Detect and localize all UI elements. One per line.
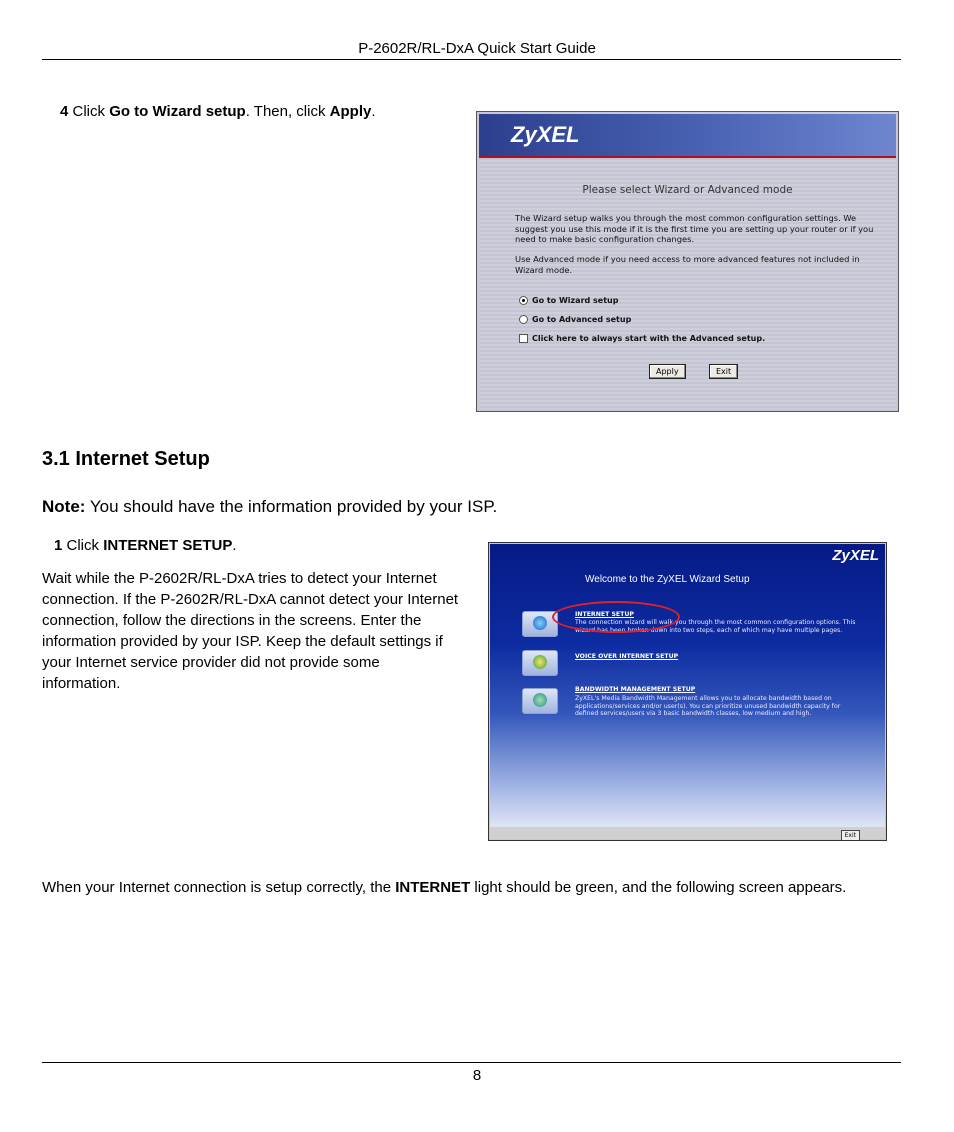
wizard-exit-button[interactable]: Exit: [841, 830, 860, 841]
apply-button[interactable]: Apply: [649, 364, 686, 379]
step-1-target: INTERNET SETUP: [103, 537, 233, 554]
step-1-number: 1: [54, 537, 63, 554]
wizard-option[interactable]: [519, 296, 618, 305]
footer-rule: [42, 1062, 901, 1063]
bandwidth-setup-description: ZyXEL's Media Bandwidth Management allows you to allocate bandwidth based on applications/services and/or user(s). You can prioritize unused bandwidth capacity for defined services/users via 3 basic bandwidth classes, low medium and high.: [575, 695, 841, 717]
step-4-number: 4: [60, 103, 69, 120]
exit-button[interactable]: Exit: [709, 364, 738, 379]
advanced-radio[interactable]: [519, 315, 528, 324]
voip-phone-icon[interactable]: [522, 650, 558, 676]
zyxel-logo-small: ZyXEL: [832, 547, 879, 564]
step-4-apply: Apply: [329, 103, 372, 120]
wizard-setup-screenshot: [488, 542, 887, 841]
bandwidth-setup-link[interactable]: BANDWIDTH MANAGEMENT SETUP: [575, 686, 696, 693]
step-4-click: Click: [72, 103, 106, 120]
detection-paragraph: Wait while the P-2602R/RL-DxA tries to detect your Internet connection. If the P-2602R/RL-DxA cannot detect your Internet connection, follow the directions in the screens. Enter the information provided by your ISP. Keep the default settings if your Internet service provider did not provide some information.: [42, 570, 459, 692]
note: [42, 497, 497, 517]
mode-selection-heading: Please select Wizard or Advanced mode: [582, 184, 793, 196]
internet-setup-link[interactable]: INTERNET SETUP: [575, 611, 634, 618]
page-header-title: P-2602R/RL-DxA Quick Start Guide: [358, 40, 596, 57]
advanced-option-label: Go to Advanced setup: [532, 315, 632, 324]
wizard-bottom-bar: [490, 827, 885, 839]
note-label: Note:: [42, 497, 86, 516]
wizard-option-label: Go to Wizard setup: [532, 296, 619, 305]
step-1: [54, 535, 237, 556]
zyxel-banner: [479, 114, 896, 156]
step-1-end: .: [232, 537, 237, 554]
step-4: [60, 101, 376, 122]
wizard-radio[interactable]: [519, 296, 528, 305]
internet-setup-description: The connection wizard will walk you through the most common configuration options. This wizard has been broken down into two steps, each of which may have multiple pages.: [575, 619, 856, 634]
mode-selection-body: [479, 158, 896, 409]
step-4-end: .: [371, 103, 376, 120]
section-title: 3.1 Internet Setup: [42, 448, 210, 470]
step-4-then: . Then, click: [245, 103, 326, 120]
always-advanced-option[interactable]: [519, 334, 765, 343]
header-rule: [42, 59, 901, 60]
step-4-target: Go to Wizard setup: [109, 103, 246, 120]
success-post: light should be green, and the following screen appears.: [474, 879, 847, 896]
bandwidth-icon[interactable]: [522, 688, 558, 714]
mode-selection-screenshot: [476, 111, 899, 412]
success-pre: When your Internet connection is setup correctly, the: [42, 879, 392, 896]
wizard-setup-main: [490, 544, 885, 827]
advanced-option[interactable]: [519, 315, 631, 324]
page-number: 8: [472, 1067, 482, 1084]
always-advanced-checkbox[interactable]: [519, 334, 528, 343]
note-text: You should have the information provided by your ISP.: [89, 497, 498, 516]
wizard-description: The Wizard setup walks you through the most common configuration settings. We suggest you use this mode if it is the first time you are setting up your router or if you need to make basic configuration changes.: [515, 213, 874, 244]
wizard-welcome-title: Welcome to the ZyXEL Wizard Setup: [585, 574, 750, 585]
always-advanced-label: Click here to always start with the Advanced setup.: [532, 334, 766, 343]
voice-setup-link[interactable]: VOICE OVER INTERNET SETUP: [575, 653, 679, 660]
highlight-circle: [552, 601, 680, 633]
advanced-description: Use Advanced mode if you need access to more advanced features not included in Wizard mode.: [515, 254, 860, 275]
step-1-click: Click: [66, 537, 100, 554]
success-paragraph: [42, 877, 892, 898]
success-bold: INTERNET: [395, 879, 471, 896]
zyxel-logo: ZyXEL: [511, 122, 580, 147]
